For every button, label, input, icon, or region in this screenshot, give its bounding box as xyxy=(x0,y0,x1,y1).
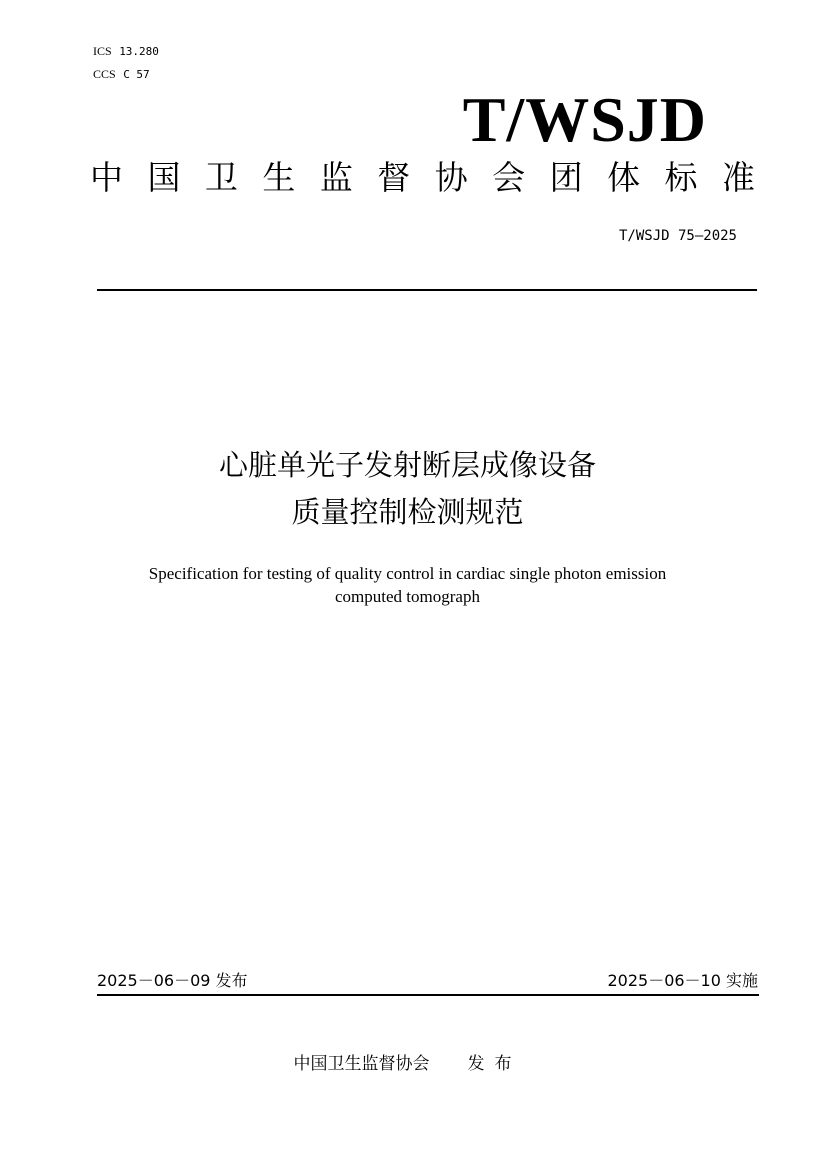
ics-label: ICS xyxy=(93,44,112,58)
standard-type-char: 协 xyxy=(434,158,468,197)
standard-type-char: 生 xyxy=(262,158,296,197)
header-divider xyxy=(97,289,757,291)
title-chinese-line-1: 心脏单光子发射断层成像设备 xyxy=(218,448,596,482)
ics-value: 13.280 xyxy=(119,45,159,58)
title-english-line-2: computed tomograph xyxy=(335,587,480,606)
implement-date: 2025－06－10 实施 xyxy=(607,971,758,990)
title-english xyxy=(100,562,715,608)
ccs-label: CCS xyxy=(93,67,116,81)
standard-type-char: 体 xyxy=(607,158,641,197)
publisher-line xyxy=(0,1052,815,1076)
ics-line xyxy=(93,40,159,63)
standard-number: T/WSJD 75—2025 xyxy=(618,228,737,244)
ccs-line xyxy=(93,63,159,86)
standard-type-char: 国 xyxy=(147,158,181,197)
title-english-line-1: Specification for testing of quality control in cardiac single photon emission xyxy=(148,564,667,583)
standard-type-char: 团 xyxy=(549,158,583,197)
classification-codes xyxy=(93,40,159,86)
publish-date: 2025－06－09 发布 xyxy=(97,971,248,990)
standard-type-char: 中 xyxy=(90,158,123,197)
title-chinese-line-2: 质量控制检测规范 xyxy=(291,495,524,529)
publisher-action: 发布 xyxy=(467,1054,522,1074)
standard-type-char: 标 xyxy=(664,158,698,197)
footer-divider xyxy=(97,994,759,996)
standard-type-char: 卫 xyxy=(204,158,238,197)
org-code-logo: T/WSJD xyxy=(462,84,707,155)
standard-type-char: 督 xyxy=(377,158,411,197)
standard-type xyxy=(90,156,755,200)
ccs-value: C 57 xyxy=(123,68,150,81)
standard-type-char: 监 xyxy=(319,158,353,197)
standard-type-char: 准 xyxy=(721,158,755,197)
publisher-name: 中国卫生监督协会 xyxy=(293,1054,430,1074)
title-chinese xyxy=(0,442,815,536)
standard-type-char: 会 xyxy=(492,158,526,197)
